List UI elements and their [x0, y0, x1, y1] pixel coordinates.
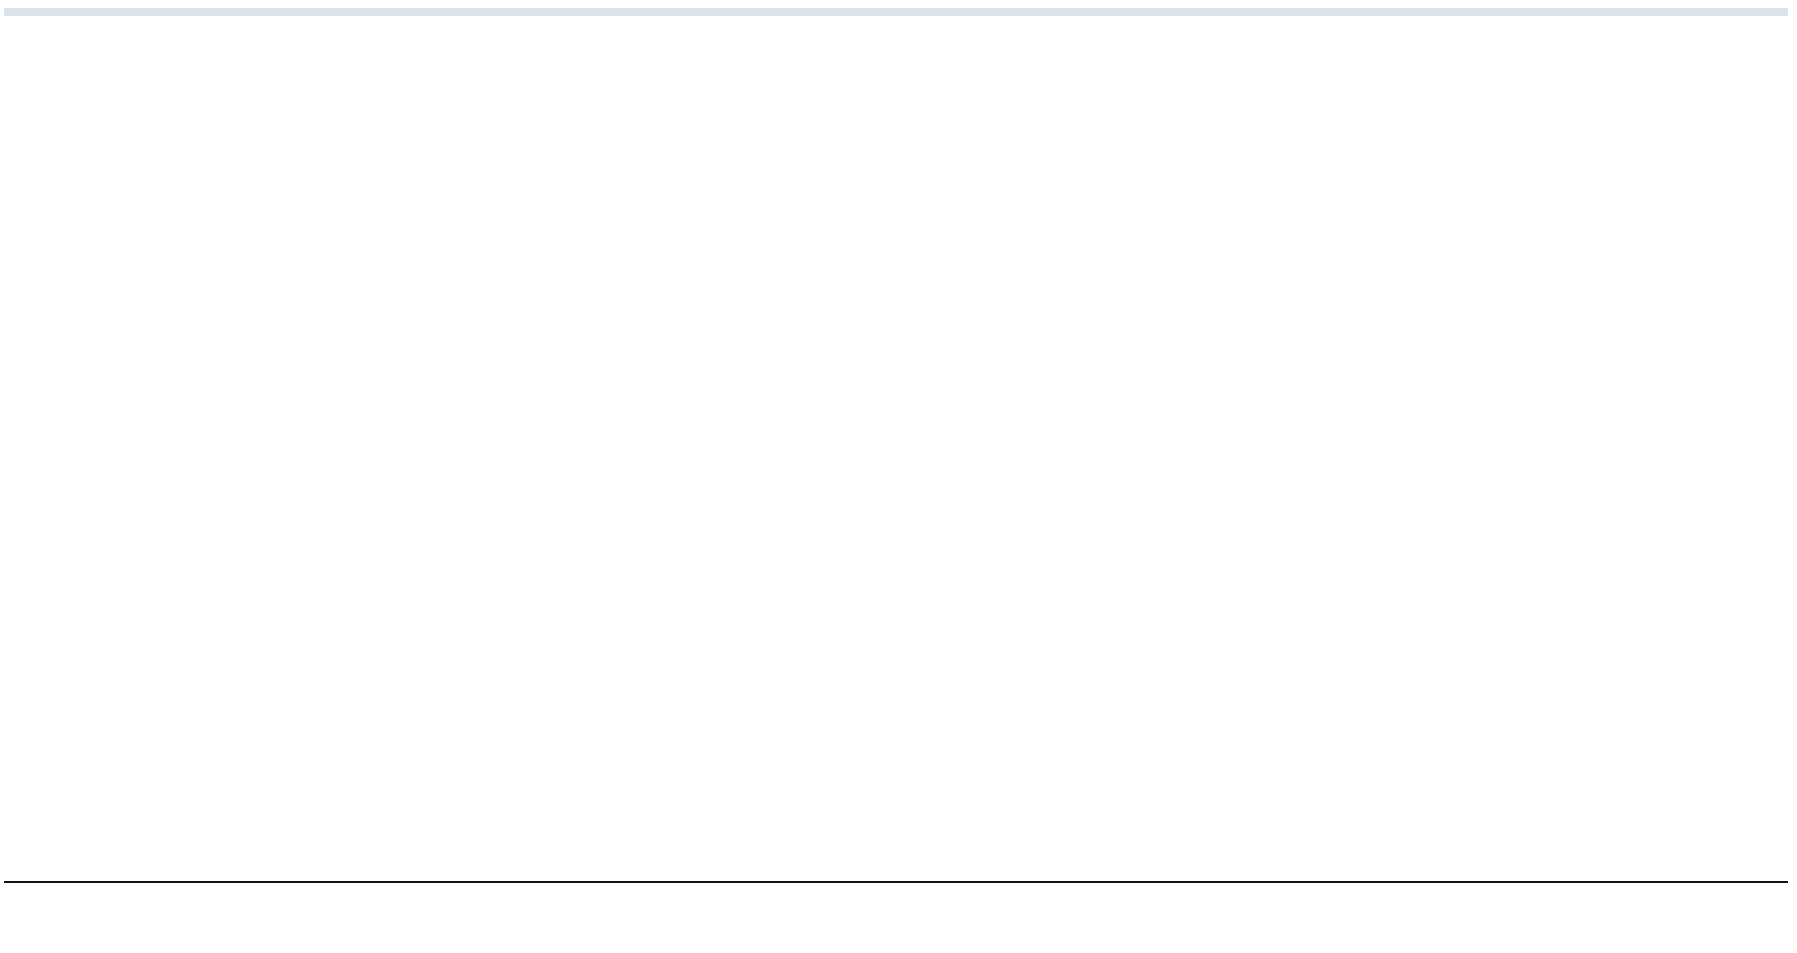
header-shade-band: [4, 8, 1788, 16]
header-spacer: [4, 16, 1788, 40]
table-header: [4, 8, 1788, 40]
collections-table: [4, 8, 1788, 40]
bottom-rule: [4, 881, 1788, 883]
